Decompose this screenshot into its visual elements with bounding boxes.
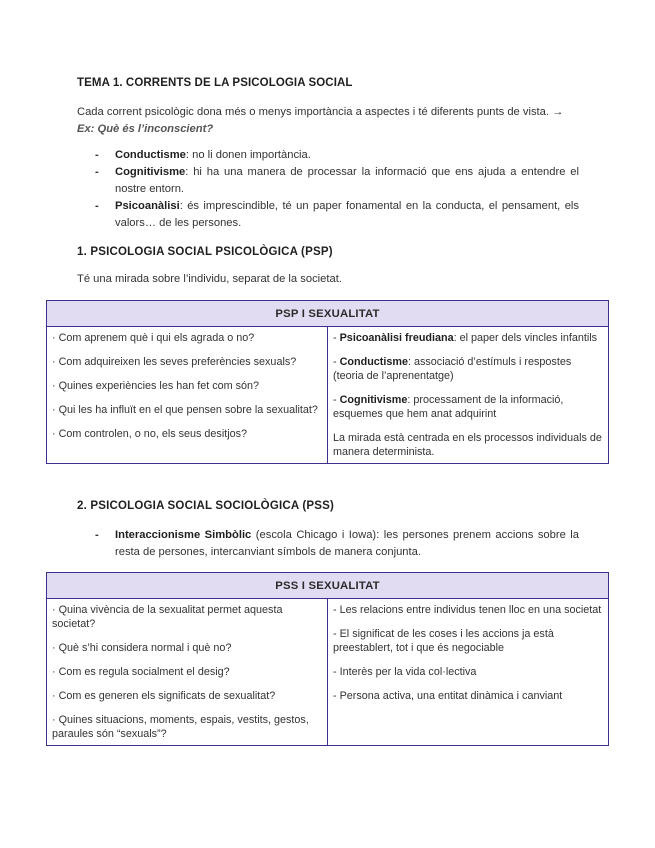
table-row: - El significat de les coses i les accions ja està preestablert, tot i que és negociable <box>333 628 554 654</box>
table-row: · Què s’hi considera normal i què no? <box>52 642 232 654</box>
intro-text: Cada corrent psicològic dona més o menys importància a aspectes i té diferents punts de vista. → <box>77 106 564 118</box>
table-row: - Cognitivisme: processament de la informació, esquemes que hem anat adquirint <box>333 394 564 420</box>
current-desc: : és imprescindible, té un paper fonamental en la conducta, el pensament, els valors… de les persones. <box>115 200 579 229</box>
section2-list <box>95 527 579 561</box>
table-row: - Persona activa, una entitat dinàmica i canviant <box>333 690 563 702</box>
section1-heading: 1. PSICOLOGIA SOCIAL PSICOLÒGICA (PSP) <box>77 246 333 258</box>
psp-table <box>46 300 609 464</box>
theory-term: Conductisme <box>339 356 408 368</box>
psp-table-header: PSP I SEXUALITAT <box>47 301 609 327</box>
currents-list <box>95 147 579 232</box>
table-row: - Interès per la vida col·lectiva <box>333 666 477 678</box>
psp-theories-cell <box>328 327 609 464</box>
table-row: · Quines experiències les han fet com són? <box>52 380 260 392</box>
current-term: Psicoanàlisi <box>115 200 180 212</box>
table-row: · Com controlen, o no, els seus desitjos? <box>52 428 248 440</box>
document-title: TEMA 1. CORRENTS DE LA PSICOLOGIA SOCIAL <box>77 77 353 89</box>
bullet-desc: (escola Chicago i Iowa): les persones prenem accions sobre la resta de persones, intercanviant símbols de manera conjunta. <box>115 529 580 558</box>
table-row: · Qui les ha influït en el que pensen sobre la sexualitat? <box>52 404 318 416</box>
table-row: - Conductisme: associació d’estímuls i respostes (teoria de l’aprenentatge) <box>333 356 572 382</box>
intro-example: Ex: Què és l’inconscient? <box>77 123 214 135</box>
table-row: · Com es regula socialment el desig? <box>52 666 230 678</box>
section1-text: Té una mirada sobre l’individu, separat de la societat. <box>77 273 342 285</box>
intro-paragraph <box>77 104 579 138</box>
pss-features-cell <box>328 599 609 746</box>
table-row: · Com aprenem què i qui els agrada o no? <box>52 332 255 344</box>
table-row: · Quines situacions, moments, espais, vestits, gestos, paraules són “sexuals”? <box>52 714 309 740</box>
list-item: - Cognitivisme: hi ha una manera de processar la informació que ens ajuda a entendre el nostre entorn. <box>95 166 579 195</box>
current-desc: : hi ha una manera de processar la informació que ens ajuda a entendre el nostre entorn. <box>115 166 579 195</box>
theory-term: Psicoanàlisi freudiana <box>339 332 454 344</box>
table-row: - Les relacions entre individus tenen lloc en una societat <box>333 604 602 616</box>
pss-questions-cell <box>47 599 328 746</box>
table-row: · Com es generen els significats de sexualitat? <box>52 690 276 702</box>
table-row: · Quina vivència de la sexualitat permet aquesta societat? <box>52 604 283 630</box>
table-row: · Com adquireixen les seves preferències sexuals? <box>52 356 297 368</box>
table-row: - Psicoanàlisi freudiana: el paper dels vincles infantils <box>333 332 598 344</box>
section2-heading: 2. PSICOLOGIA SOCIAL SOCIOLÒGICA (PSS) <box>77 500 335 512</box>
bullet-term: Interaccionisme Simbòlic <box>115 529 252 541</box>
current-term: Cognitivisme <box>115 166 186 178</box>
list-item: - Interaccionisme Simbòlic (escola Chicago i Iowa): les persones prenem accions sobre la resta de persones, intercanviant símbols de manera conjunta. <box>95 529 580 558</box>
pss-table <box>46 572 609 746</box>
list-item: - Conductisme: no li donen importància. <box>95 149 311 161</box>
table-row: La mirada està centrada en els processos individuals de manera determinista. <box>333 432 602 458</box>
current-term: Conductisme <box>115 149 186 161</box>
psp-questions-cell <box>47 327 328 464</box>
list-item: - Psicoanàlisi: és imprescindible, té un paper fonamental en la conducta, el pensament, els valors… de les persones. <box>95 200 579 229</box>
pss-table-header: PSS I SEXUALITAT <box>47 573 609 599</box>
current-desc: : no li donen importància. <box>185 149 311 161</box>
theory-term: Cognitivisme <box>339 394 408 406</box>
